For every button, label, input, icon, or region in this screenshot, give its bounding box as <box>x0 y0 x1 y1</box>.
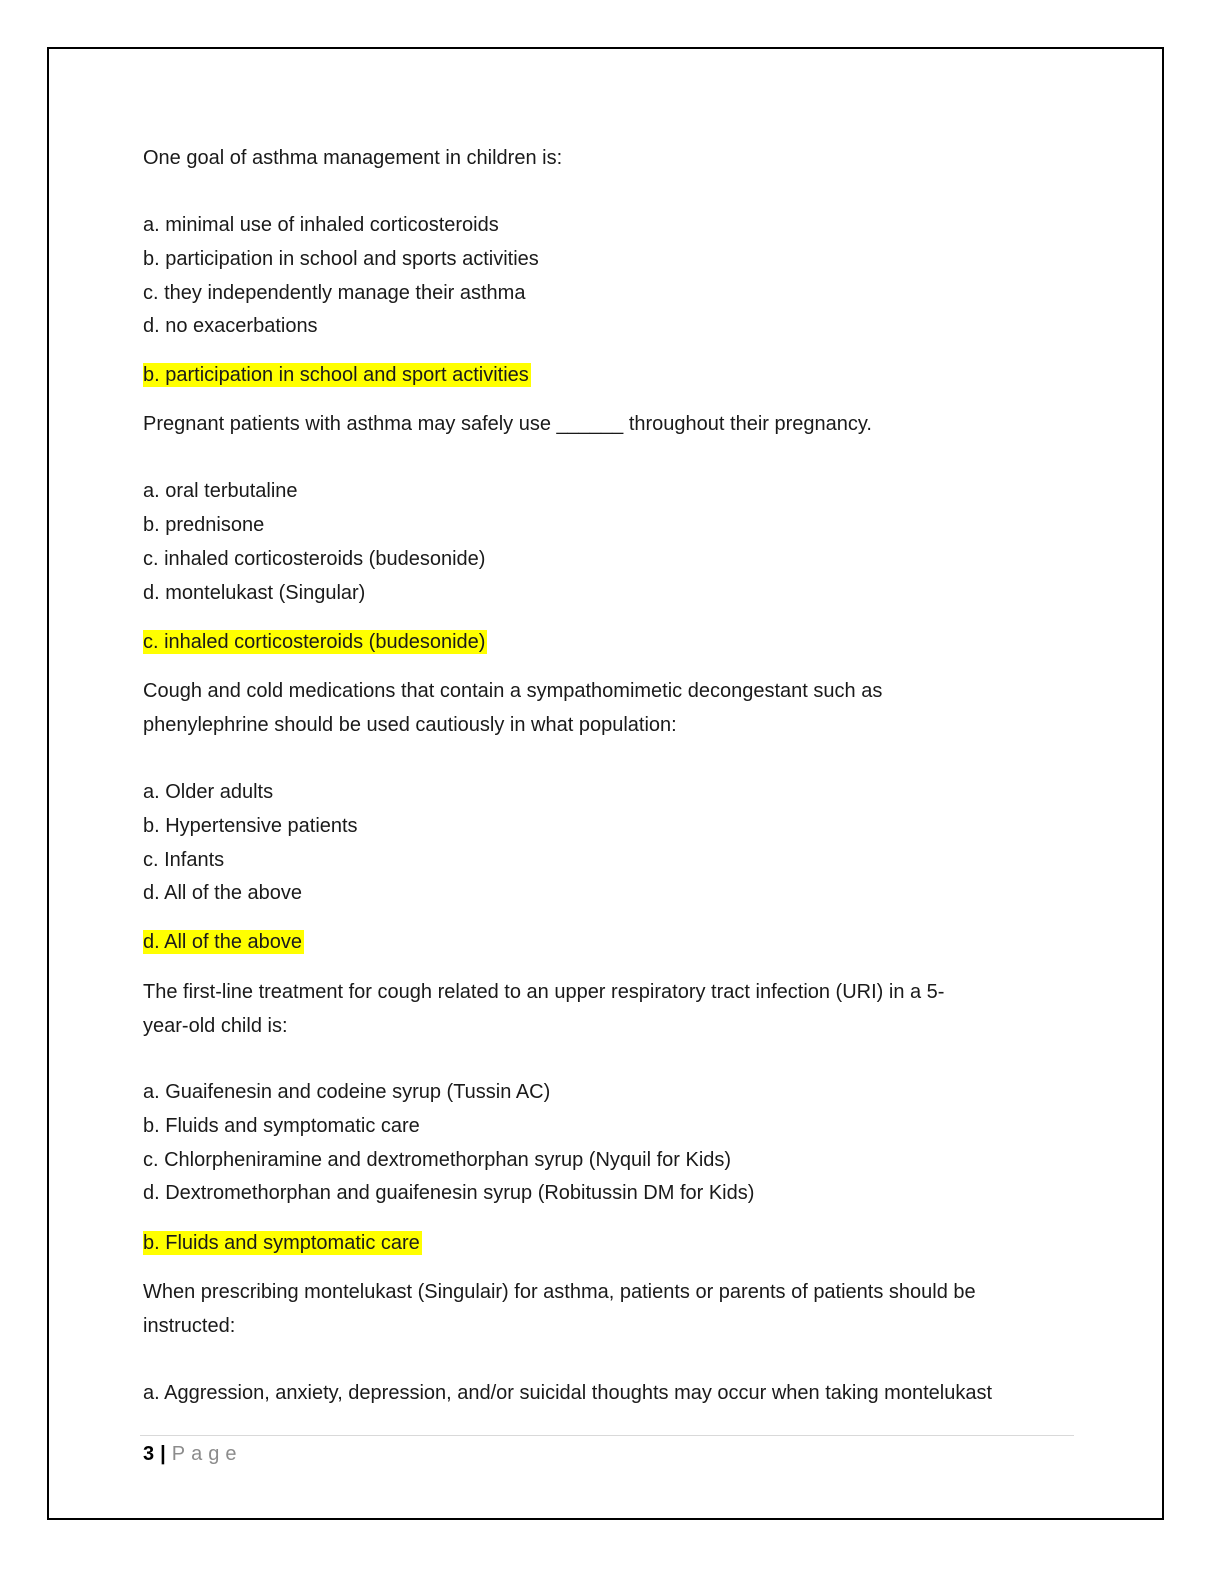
answer-highlight: b. Fluids and symptomatic care <box>143 1232 420 1254</box>
question-3-stem-line-1: Cough and cold medications that contain a sympathomimetic decongestant such as <box>143 680 883 702</box>
question-4-option-d: d. Dextromethorphan and guaifenesin syrup (Robitussin DM for Kids) <box>143 1182 755 1204</box>
question-4-stem-line-2: year-old child is: <box>143 1015 288 1037</box>
answer-highlight: c. inhaled corticosteroids (budesonide) <box>143 631 486 653</box>
question-2-option-c: c. inhaled corticosteroids (budesonide) <box>143 548 486 570</box>
question-2-option-d: d. montelukast (Singular) <box>143 582 366 604</box>
footer-separator: | <box>160 1443 166 1465</box>
page-footer <box>143 1441 242 1467</box>
answer-highlight: d. All of the above <box>143 931 303 953</box>
question-1-option-d: d. no exacerbations <box>143 315 318 337</box>
question-3-option-a: a. Older adults <box>143 781 274 803</box>
page-label: Page <box>171 1443 243 1465</box>
question-3-option-b: b. Hypertensive patients <box>143 815 358 837</box>
question-4-option-b: b. Fluids and symptomatic care <box>143 1115 420 1137</box>
question-1-option-a: a. minimal use of inhaled corticosteroids <box>143 214 499 236</box>
question-3-option-d: d. All of the above <box>143 882 303 904</box>
page-number: 3 <box>143 1443 155 1465</box>
question-2-option-a: a. oral terbutaline <box>143 480 298 502</box>
question-5-option-a: a. Aggression, anxiety, depression, and/or suicidal thoughts may occur when taking montelukast <box>143 1382 992 1404</box>
question-2-option-b: b. prednisone <box>143 514 265 536</box>
question-4-answer <box>143 1230 422 1256</box>
question-2-stem: Pregnant patients with asthma may safely use ______ throughout their pregnancy. <box>143 413 872 435</box>
question-4-stem-line-1: The first-line treatment for cough related to an upper respiratory tract infection (URI) in a 5- <box>143 981 945 1003</box>
question-3-stem-line-2: phenylephrine should be used cautiously in what population: <box>143 714 677 736</box>
answer-highlight: b. participation in school and sport activities <box>143 364 529 386</box>
question-1-stem: One goal of asthma management in children is: <box>143 147 563 169</box>
question-4-option-c: c. Chlorpheniramine and dextromethorphan syrup (Nyquil for Kids) <box>143 1149 732 1171</box>
question-3-answer <box>143 929 304 955</box>
question-1-answer <box>143 362 531 388</box>
question-1-option-c: c. they independently manage their asthma <box>143 282 526 304</box>
question-4-option-a: a. Guaifenesin and codeine syrup (Tussin AC) <box>143 1081 551 1103</box>
footer-divider <box>140 1435 1074 1436</box>
question-2-answer <box>143 629 487 655</box>
question-5-stem-line-2: instructed: <box>143 1315 236 1337</box>
question-5-stem-line-1: When prescribing montelukast (Singulair) for asthma, patients or parents of patients should be <box>143 1281 976 1303</box>
question-1-option-b: b. participation in school and sports activities <box>143 248 539 270</box>
question-3-option-c: c. Infants <box>143 849 225 871</box>
